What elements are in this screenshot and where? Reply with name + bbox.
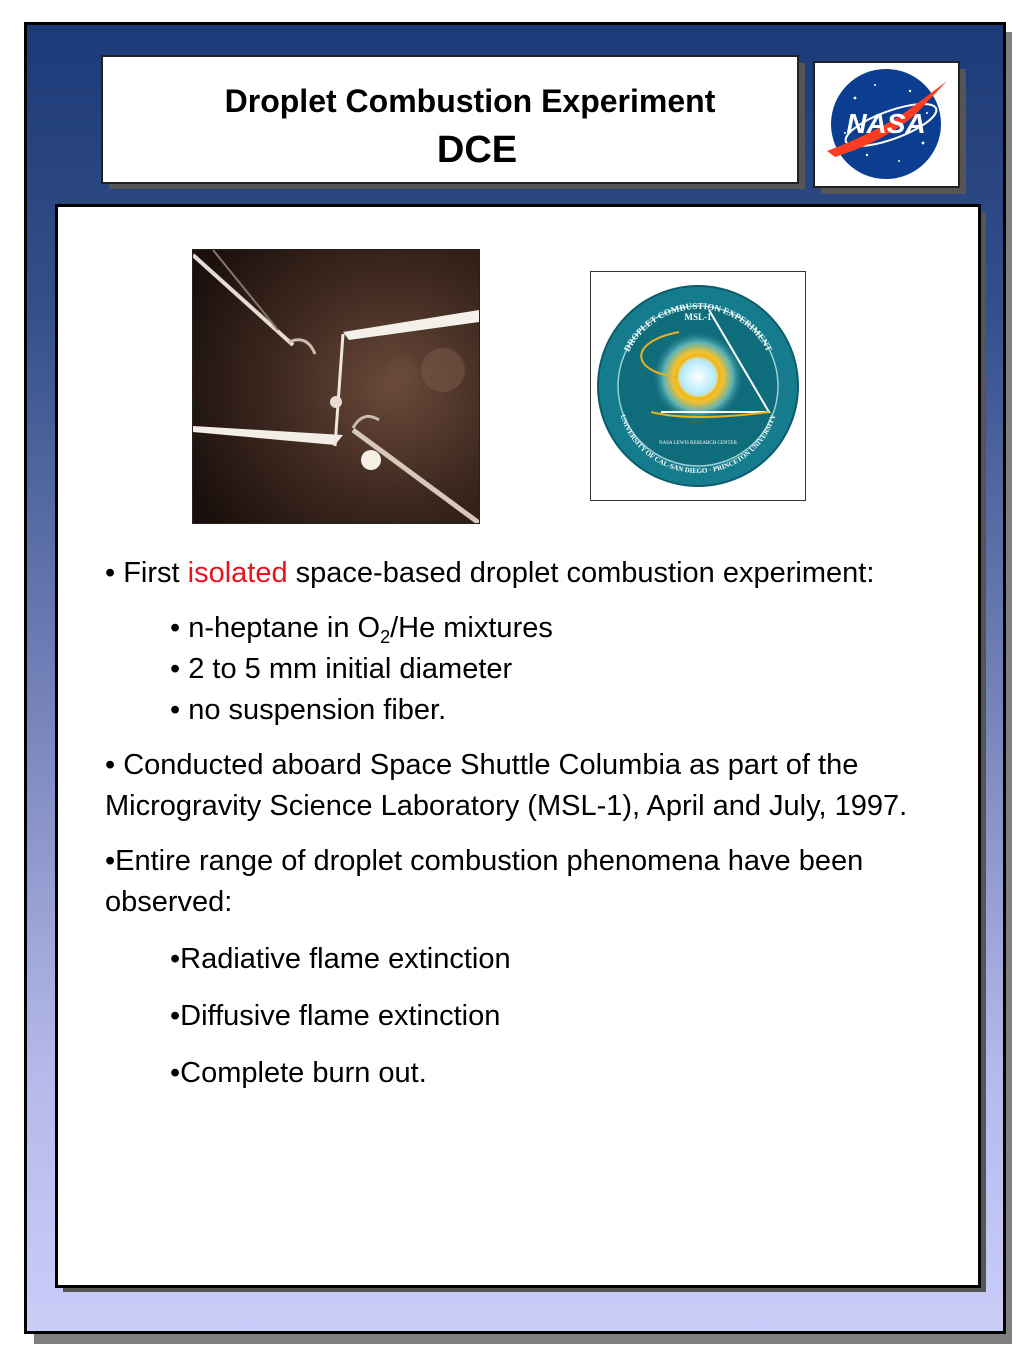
title-box <box>101 55 799 184</box>
bullet-1-suffix: space-based droplet combustion experiment: <box>287 557 875 589</box>
mission-patch <box>590 271 806 501</box>
bullet-1 <box>105 553 935 594</box>
patch-mission: MSL-1 <box>684 312 712 322</box>
bullet-3-sub-1: •Radiative flame extinction <box>170 943 511 975</box>
bullet-list <box>105 553 935 1094</box>
bullet-1-sub-3: • no suspension fiber. <box>170 694 447 726</box>
nasa-meatball-icon <box>815 63 958 186</box>
bullet-3: •Entire range of droplet combustion phenomena have been observed: <box>105 845 864 918</box>
bullet-1-sub-2: • 2 to 5 mm initial diameter <box>170 653 513 685</box>
logo-box <box>813 61 960 188</box>
page-title: Droplet Combustion Experiment <box>224 83 716 119</box>
bullet-3-sub-2: •Diffusive flame extinction <box>170 1000 501 1032</box>
bullet-1-sub-1: • n-heptane in $O_2/He$ mixtures <box>170 612 553 647</box>
mission-patch-icon <box>591 272 805 500</box>
logo-text: NASA <box>846 108 926 139</box>
bullet-2: • Conducted aboard Space Shuttle Columbia as part of the Microgravity Science Laboratory (MSL-1), April and July, 1997. <box>105 749 908 822</box>
bullet-1-highlight: isolated <box>187 557 288 589</box>
patch-ring-bottom: UNIVERSITY OF CAL-SAN DIEGO · PRINCETON UNIVERSITY <box>618 413 778 476</box>
bullet-3-sub-3: •Complete burn out. <box>170 1057 427 1089</box>
droplet-apparatus-photo <box>192 249 480 524</box>
patch-ring-top: DROPLET COMBUSTION EXPERIMENT <box>621 300 775 354</box>
patch-center-text: NASA LEWIS RESEARCH CENTER <box>659 441 737 446</box>
bullet-1-prefix: • First <box>105 557 188 589</box>
page-subtitle-acronym: DCE <box>436 129 518 171</box>
